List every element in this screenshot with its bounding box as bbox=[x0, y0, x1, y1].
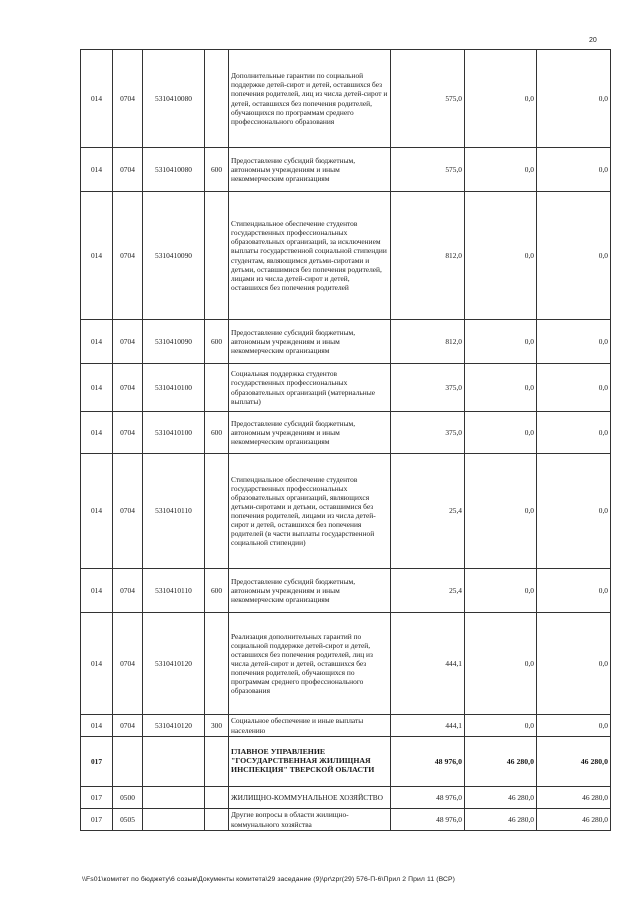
cell-amount-2: 0,0 bbox=[465, 192, 537, 320]
cell-section-code: 0704 bbox=[113, 454, 143, 569]
cell-item-name: Предоставление субсидий бюджетным, автономным учреждениям и иным некоммерческим организациям bbox=[229, 148, 391, 192]
cell-department-code: 014 bbox=[81, 715, 113, 737]
cell-amount-3: 0,0 bbox=[537, 148, 611, 192]
cell-expense-type: 600 bbox=[205, 569, 229, 613]
cell-expense-type: 600 bbox=[205, 148, 229, 192]
cell-item-name: Социальная поддержка студентов государственных профессиональных образовательных организаций (материальные выплаты) bbox=[229, 364, 391, 412]
cell-article-code bbox=[143, 737, 205, 787]
cell-expense-type: 300 bbox=[205, 715, 229, 737]
cell-department-code: 014 bbox=[81, 320, 113, 364]
cell-item-name: Предоставление субсидий бюджетным, автономным учреждениям и иным некоммерческим организациям bbox=[229, 569, 391, 613]
cell-expense-type: 600 bbox=[205, 412, 229, 454]
cell-section-code: 0500 bbox=[113, 787, 143, 809]
cell-expense-type bbox=[205, 192, 229, 320]
cell-amount-2: 0,0 bbox=[465, 412, 537, 454]
cell-item-name: Дополнительные гарантии по социальной поддержке детей-сирот и детей, оставшихся без попечения родителей, лиц из числа детей-сирот и детей, оставшихся без попечения родителей, обучающихся по программам среднего профессионального образования bbox=[229, 50, 391, 148]
cell-expense-type: 600 bbox=[205, 320, 229, 364]
cell-amount-1: 575,0 bbox=[391, 148, 465, 192]
cell-item-name: ЖИЛИЩНО-КОММУНАЛЬНОЕ ХОЗЯЙСТВО bbox=[229, 787, 391, 809]
cell-amount-3: 0,0 bbox=[537, 412, 611, 454]
cell-amount-1: 812,0 bbox=[391, 320, 465, 364]
cell-department-code: 014 bbox=[81, 50, 113, 148]
cell-section-code: 0704 bbox=[113, 364, 143, 412]
cell-expense-type bbox=[205, 809, 229, 831]
cell-item-name: Предоставление субсидий бюджетным, автономным учреждениям и иным некоммерческим организациям bbox=[229, 412, 391, 454]
cell-amount-1: 812,0 bbox=[391, 192, 465, 320]
cell-amount-1: 48 976,0 bbox=[391, 737, 465, 787]
table-row bbox=[81, 148, 611, 192]
cell-amount-1: 25,4 bbox=[391, 569, 465, 613]
cell-article-code: 5310410080 bbox=[143, 148, 205, 192]
cell-amount-1: 48 976,0 bbox=[391, 809, 465, 831]
cell-expense-type bbox=[205, 737, 229, 787]
cell-amount-3: 0,0 bbox=[537, 320, 611, 364]
cell-section-code bbox=[113, 737, 143, 787]
cell-section-code: 0505 bbox=[113, 809, 143, 831]
cell-section-code: 0704 bbox=[113, 192, 143, 320]
cell-amount-2: 0,0 bbox=[465, 454, 537, 569]
cell-section-code: 0704 bbox=[113, 50, 143, 148]
cell-amount-1: 25,4 bbox=[391, 454, 465, 569]
cell-amount-2: 0,0 bbox=[465, 320, 537, 364]
cell-item-name: Стипендиальное обеспечение студентов государственных профессиональных образовательных организаций, за исключением выплаты государственной социальной стипендии студентам, являющимся детьми-сиротами и детьми, оставшимися без попечения родителей, лицами из числа детей-сирот и детей, оставшихся без попечения родителей bbox=[229, 192, 391, 320]
table-row bbox=[81, 737, 611, 787]
cell-section-code: 0704 bbox=[113, 320, 143, 364]
cell-amount-3: 46 280,0 bbox=[537, 787, 611, 809]
cell-amount-3: 0,0 bbox=[537, 613, 611, 715]
cell-amount-1: 444,1 bbox=[391, 613, 465, 715]
cell-article-code: 5310410090 bbox=[143, 192, 205, 320]
cell-amount-1: 375,0 bbox=[391, 364, 465, 412]
table-row bbox=[81, 364, 611, 412]
cell-amount-3: 46 280,0 bbox=[537, 737, 611, 787]
file-path-footer: \\Fs01\комитет по бюджету\6 созыв\Документы комитета\29 заседание (9)\pr\zpr(29) 576-П-6\Прил 2 Прил 11 (ВСР) bbox=[82, 876, 455, 883]
cell-amount-3: 0,0 bbox=[537, 569, 611, 613]
cell-amount-2: 0,0 bbox=[465, 613, 537, 715]
cell-department-code: 014 bbox=[81, 192, 113, 320]
cell-amount-2: 0,0 bbox=[465, 364, 537, 412]
cell-section-code: 0704 bbox=[113, 412, 143, 454]
cell-amount-2: 46 280,0 bbox=[465, 787, 537, 809]
table-row bbox=[81, 613, 611, 715]
table-row bbox=[81, 454, 611, 569]
cell-article-code: 5310410110 bbox=[143, 454, 205, 569]
cell-section-code: 0704 bbox=[113, 148, 143, 192]
cell-item-name: Социальное обеспечение и иные выплаты населению bbox=[229, 715, 391, 737]
table-row bbox=[81, 192, 611, 320]
cell-department-code: 014 bbox=[81, 569, 113, 613]
table-row bbox=[81, 569, 611, 613]
cell-section-code: 0704 bbox=[113, 715, 143, 737]
cell-article-code bbox=[143, 787, 205, 809]
cell-article-code: 5310410080 bbox=[143, 50, 205, 148]
cell-amount-3: 0,0 bbox=[537, 364, 611, 412]
cell-item-name: Стипендиальное обеспечение студентов государственных профессиональных образовательных организаций, являющихся детьми-сиротами и детьми, оставшимися без попечения родителей, лицами из числа детей-сирот и детей, оставшихся без попечения родителей (в части выплаты государственной социальной стипендии) bbox=[229, 454, 391, 569]
cell-article-code: 5310410110 bbox=[143, 569, 205, 613]
cell-department-code: 017 bbox=[81, 809, 113, 831]
cell-article-code: 5310410090 bbox=[143, 320, 205, 364]
cell-section-code: 0704 bbox=[113, 569, 143, 613]
cell-article-code bbox=[143, 809, 205, 831]
cell-amount-3: 0,0 bbox=[537, 454, 611, 569]
cell-expense-type bbox=[205, 364, 229, 412]
cell-department-code: 014 bbox=[81, 613, 113, 715]
cell-article-code: 5310410120 bbox=[143, 715, 205, 737]
cell-amount-1: 575,0 bbox=[391, 50, 465, 148]
table-row bbox=[81, 50, 611, 148]
cell-article-code: 5310410100 bbox=[143, 412, 205, 454]
cell-amount-3: 0,0 bbox=[537, 50, 611, 148]
budget-table-body bbox=[81, 50, 611, 831]
table-row bbox=[81, 787, 611, 809]
cell-expense-type bbox=[205, 787, 229, 809]
cell-amount-2: 0,0 bbox=[465, 569, 537, 613]
cell-department-code: 014 bbox=[81, 148, 113, 192]
cell-amount-3: 0,0 bbox=[537, 715, 611, 737]
cell-article-code: 5310410120 bbox=[143, 613, 205, 715]
cell-section-code: 0704 bbox=[113, 613, 143, 715]
cell-item-name: ГЛАВНОЕ УПРАВЛЕНИЕ "ГОСУДАРСТВЕННАЯ ЖИЛИЩНАЯ ИНСПЕКЦИЯ" ТВЕРСКОЙ ОБЛАСТИ bbox=[229, 737, 391, 787]
cell-item-name: Реализация дополнительных гарантий по социальной поддержке детей-сирот и детей, оставшихся без попечения родителей, лиц из числа детей-сирот и детей, оставшихся без попечения родителей, обучающихся по программам среднего профессионального образования bbox=[229, 613, 391, 715]
cell-expense-type bbox=[205, 613, 229, 715]
cell-amount-3: 46 280,0 bbox=[537, 809, 611, 831]
page-number: 20 bbox=[589, 37, 597, 44]
cell-department-code: 014 bbox=[81, 454, 113, 569]
cell-amount-2: 0,0 bbox=[465, 148, 537, 192]
cell-item-name: Другие вопросы в области жилищно-коммунального хозяйства bbox=[229, 809, 391, 831]
table-row bbox=[81, 412, 611, 454]
budget-table bbox=[80, 49, 611, 831]
cell-amount-2: 46 280,0 bbox=[465, 809, 537, 831]
cell-department-code: 017 bbox=[81, 787, 113, 809]
cell-expense-type bbox=[205, 454, 229, 569]
cell-amount-1: 48 976,0 bbox=[391, 787, 465, 809]
cell-expense-type bbox=[205, 50, 229, 148]
cell-amount-2: 0,0 bbox=[465, 715, 537, 737]
cell-article-code: 5310410100 bbox=[143, 364, 205, 412]
cell-item-name: Предоставление субсидий бюджетным, автономным учреждениям и иным некоммерческим организациям bbox=[229, 320, 391, 364]
table-row bbox=[81, 715, 611, 737]
table-row bbox=[81, 809, 611, 831]
cell-amount-2: 46 280,0 bbox=[465, 737, 537, 787]
cell-department-code: 017 bbox=[81, 737, 113, 787]
cell-amount-1: 375,0 bbox=[391, 412, 465, 454]
table-row bbox=[81, 320, 611, 364]
cell-department-code: 014 bbox=[81, 412, 113, 454]
cell-amount-1: 444,1 bbox=[391, 715, 465, 737]
cell-department-code: 014 bbox=[81, 364, 113, 412]
cell-amount-3: 0,0 bbox=[537, 192, 611, 320]
cell-amount-2: 0,0 bbox=[465, 50, 537, 148]
